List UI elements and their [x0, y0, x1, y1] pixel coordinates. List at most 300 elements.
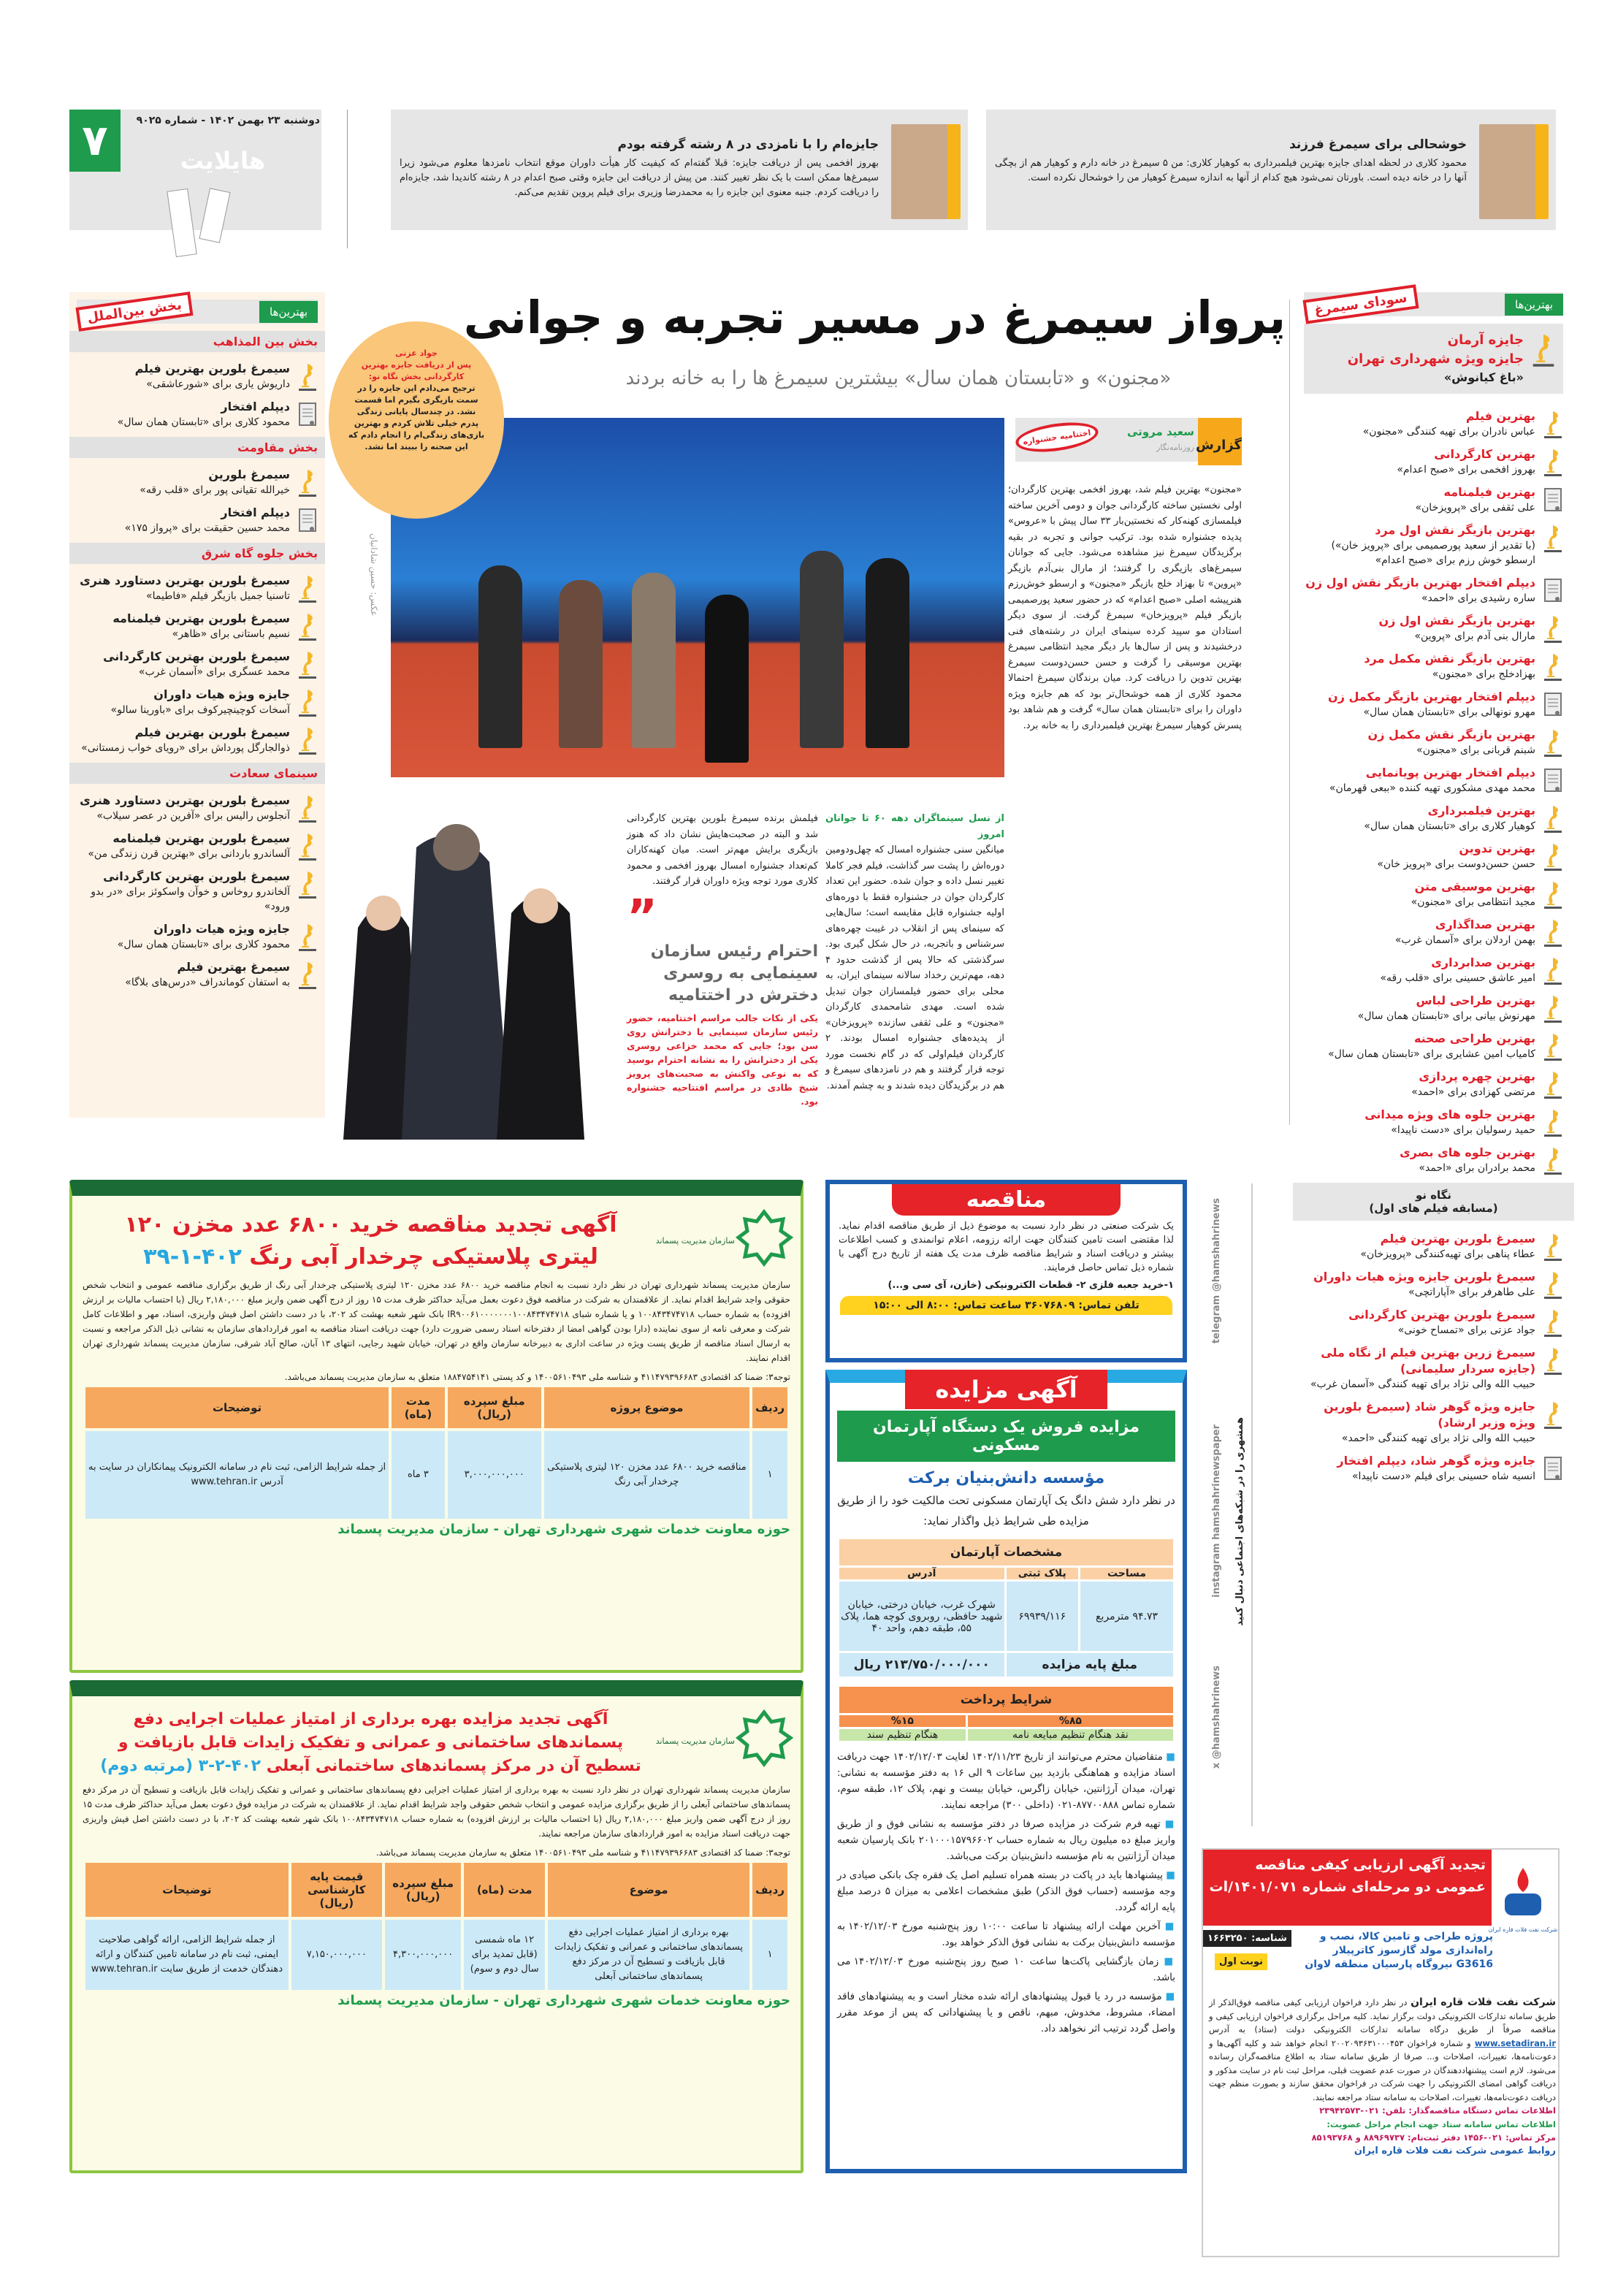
award-winner: عباس نادران برای تهیه کنندگی «مجنون» [1362, 426, 1535, 438]
award-winner: به استفان کوماندراف «درس‌های بلاگا» [125, 977, 290, 988]
ad-body: یک شرکت صنعتی در نظر دارد نسبت به موضوع ذیل از طریق مناقصه اقدام نماید. لذا مقتضی است تامین کنندگان جهت ارائه رزومه، اعلام توانمندی و کسب اطلاعات بیشتر و دریافت اسناد و شرایط مناقصه ظرف مدت یک هفته از تاریخ درج آگهی با شماره ذیل تماس حاصل فرمایند. [839, 1221, 1174, 1273]
award-title: بهترین بازیگر نقش اول مرد [1375, 523, 1535, 537]
award-item [1304, 408, 1563, 439]
ad-project: پروژه طراحی و تامین کالا، نصب و راه‌اندازی مولد گازسوز کاترپیلار G3616 نیروگاه پارسیان منطقه لاوان [1305, 1931, 1493, 1970]
portrait [1479, 124, 1549, 219]
section-title: نگاه نو [1415, 1189, 1452, 1202]
contact-info: اطلاعات تماس دستگاه مناقصه‌گذار: تلفن: ۰۲۱-۲۳۹۴۲۵۷۳ [1319, 2105, 1556, 2116]
award-title: سیمرغ بلورین بهترین کارگردانی [103, 649, 290, 663]
section-name: هایلایت [180, 147, 266, 175]
award-title: سیمرغ زرین بهترین فیلم از نگاه ملی (جایزه سردار سلیمانی) [1321, 1346, 1535, 1376]
award-winner: مجید انتظامی برای «مجنون» [1411, 896, 1535, 908]
ad-subtitle: مزایده فروش یک دستگاه آپارتمان مسکونی [837, 1411, 1175, 1462]
simorgh-trophy-icon [297, 921, 318, 952]
tehran-municipality-logo [737, 1711, 792, 1766]
base-price-value: ۲۱۳/۷۵۰/۰۰۰/۰۰۰ ریال [839, 1653, 1004, 1677]
award-item [1304, 955, 1563, 985]
contact-info: اطلاعات تماس سامانه ستاد جهت انجام مراحل عضویت: [1327, 2118, 1556, 2129]
article-column-with-pullquote [627, 811, 818, 1108]
quote-title: جایزه‌ام را با نامزدی در ۸ رشته گرفته بودم [617, 137, 879, 152]
award-item [1304, 1107, 1563, 1137]
simorgh-trophy-icon [297, 959, 318, 990]
simorgh-trophy-icon [1543, 917, 1563, 947]
award-item [77, 361, 318, 392]
diploma-icon [1543, 484, 1563, 515]
award-title: سیمرغ بلورین بهترین فیلم [1380, 1232, 1535, 1246]
issue-date: دوشنبه ۲۳ بهمن ۱۴۰۲ - شماره ۹۰۲۵ [136, 115, 320, 126]
award-title: بهترین طراحی لباس [1416, 993, 1535, 1007]
armaan-award [1304, 324, 1563, 394]
ad-title: آگهی مزایده [905, 1370, 1108, 1409]
simorgh-trophy-icon [1543, 879, 1563, 909]
simorgh-trophy-icon [1543, 1399, 1563, 1430]
bubble-name: جواد عزتی [395, 348, 438, 358]
social-media-strip [1198, 1183, 1253, 1826]
simorgh-trophy-icon [297, 573, 318, 603]
award-title: بهترین جلوه های ویژه میدانی [1364, 1107, 1535, 1121]
award-winner: آسخات کوچینچیرکوف برای «باورینا سالو» [110, 704, 290, 716]
award-item [77, 467, 318, 497]
award-title: سیمرغ بلورین بهترین کارگردانی [1348, 1308, 1535, 1321]
ad-oil-company-tender [1202, 1848, 1560, 2257]
award-winner: (با تقدیر از سعید پورصمیمی برای «پرویز خان») ارسطو خوش رزم برای «صبح اعدام» [1331, 540, 1535, 566]
award-title: بهترین فیلم [1465, 409, 1535, 423]
simorgh-trophy-icon [1543, 803, 1563, 834]
simorgh-trophy-icon [1543, 1107, 1563, 1137]
award-item [1304, 446, 1563, 477]
ad-code: ۴۰۲-۱-۳۹ [143, 1244, 242, 1270]
quotation-mark-icon: ” [627, 890, 658, 945]
award-winner: آنجلوس رالیس برای «آفرین در عصر سیلاب» [96, 810, 290, 822]
award-title: دیپلم افتخار بهترین بازیگر نقش اول زن [1305, 576, 1535, 590]
award-winner: آلخاندرو روخاس و خوآن واسکوئز برای «در بدو ورود» [91, 886, 290, 912]
award-item [1304, 689, 1563, 720]
simorgh-trophy-icon [1543, 446, 1563, 477]
award-winner: جواد عزتی برای «تمساح خونی» [1397, 1324, 1535, 1336]
trophy-icon [1531, 331, 1556, 367]
ad-tender-bins [69, 1180, 804, 1673]
award-title: سیمرغ بلورین بهترین دستاورد هنری [80, 793, 290, 807]
festival-stamp: اختتامیه جشنواره [1014, 418, 1100, 456]
award-winner: شبنم قربانی برای «مجنون» [1416, 744, 1535, 756]
award-item [77, 869, 318, 914]
award-title: بهترین موسیقی متن [1414, 880, 1535, 893]
quote-title: خوشحالی برای سیمرغ فرزند [1289, 137, 1467, 152]
apartment-spec-table [837, 1537, 1175, 1679]
awards-sidebar-left [69, 292, 325, 1118]
award-title: بهترین صداگذاری [1435, 918, 1535, 931]
ad-note: توجه۳: ضمنا کد اقتصادی ۴۱۱۴۷۹۳۹۶۶۸۳ و شناسه ملی ۱۴۰۰۵۶۱۰۴۹۳ متعلق به سازمان مدیریت پسماند می‌باشد. [375, 1847, 790, 1858]
award-item [77, 505, 318, 535]
film-strip-icon [164, 183, 245, 263]
table-cell: ۴,۳۰۰,۰۰۰,۰۰۰ [385, 1920, 461, 1990]
award-winner: محمد برادران برای «احمد» [1419, 1162, 1535, 1174]
award-winner: بهروز افخمی برای «صبح اعدام» [1397, 464, 1535, 476]
table-cell: ۱۲ ماه شمسی (قابل تمدید برای سال دوم و سوم) [464, 1920, 545, 1990]
diploma-icon [297, 505, 318, 535]
award-item [1304, 1453, 1563, 1484]
auction-conditions [837, 1749, 1175, 2037]
ad-title: آگهی تجدید مزایده بهره برداری از امتیاز عملیات اجرایی دفع پسماندهای ساختمانی و عمرانی و تفکیک زایدات قابل بازیافت و تسطیح آن در مرکز پسماندهای ساختمانی آبعلی [118, 1710, 641, 1775]
award-winner: عطاء پناهی برای تهیه‌کنندگی «پرویزخان» [1360, 1248, 1535, 1260]
simorgh-trophy-icon [1543, 408, 1563, 439]
ad-body: سازمان مدیریت پسماند شهرداری تهران در نظر دارد نسبت به بهره برداری از امتیاز عملیات اجرایی دفع پسماندهای ساختمانی و عمرانی و تفکیک زایدات قابل بازیافت و تسطیح آن در مرکز دفع پسماندهای ساختمانی آبعلی را از طریق برگزاری مزایده عمومی و انتخاب شخص حقوقی واجد شرایط اقدام نماید. از علاقمندان به شرکت در مزایده فوق دعوت بعمل می‌آید حداکثر ظرف مدت ۱۵ روز از درج آگهی ضمن واریز مبلغ ۲,۱۸۰,۰۰۰ ریال (با احتساب مالیات بر ارزش افزوده) به شماره حساب ۱۰۰۸۴۳۴۷۴۷۱۸ بانک شهر شعبه بهشت کد ۲۰۲، با در دست داشتن اصل فیش واریزی جهت دریافت اسناد مزایده به امور قراردادهای سازمان مراجعه نمایند. [83, 1785, 790, 1839]
body-text: و شماره فراخوان ۲۰۰۲۰۹۳۶۳۱۰۰۰۴۵۳ انجام خواهد شد و کلیه آگهی‌ها و دعوت‌نامه‌ها، تغییرات، اصلاحات و... صرفا از طریق سامانه ستاد به اطلاع مناقصه‌گران رسانده می‌شود. لازم است پیشنهاددهندگان در صورت عدم عضویت قبلی، مراحل ثبت نام در سایت مذکور و دریافت گواهی امضای الکترونیکی را جهت شرکت در فراخوان محقق سازند و بصورت منظم جهت دریافت دعوت‌نامه‌ها، تغییرات، اصلاحات به سامانه ستاد مراجعه نمایند. [1209, 2037, 1556, 2102]
condition-item: ■ زمان بازگشایی پاکت‌ها ساعت ۱۰ صبح روز پنج‌شنبه مورخ ۱۴۰۲/۱۲/۰۳ می باشد. [837, 1953, 1175, 1986]
award-item [77, 793, 318, 823]
award-item [77, 399, 318, 430]
td: شهرک غرب، خیابان درختی، خیابان شهید حافظی، روبروی کوچه هما، پلاک ۵۵، طبقه دهم، واحد ۴۰ [839, 1582, 1004, 1651]
td: نقد هنگام تنظیم مبایعه نامه [968, 1729, 1173, 1741]
award-item [77, 573, 318, 603]
section-stamp: بخش بین‌الملل [75, 291, 193, 332]
award-item [1304, 1231, 1563, 1262]
award-winner: علی ثقفی برای «پرویزخان» [1415, 502, 1535, 514]
ad-note: توجه۳: ضمنا کد اقتصادی ۴۱۱۴۷۹۳۹۶۶۸۳ و شناسه ملی ۱۴۰۰۵۶۱۰۴۹۳ و کد پستی ۱۸۸۴۷۵۴۱۴۱ متعلق به سازمان مدیریت پسماند می‌باشد. [284, 1372, 790, 1382]
article-column: «مجنون» بهترین فیلم شد، بهروز افخمی بهترین کارگردان؛ اولی نخستین ساخته کارگردانی جوان و دومی آخرین ساخته فیلمسازی کهنه‌کار که نخستین‌بار ۳۳ سال پیش با «عروس» پدیده جشنواره شده بود. ترکیب جوانی و تجربه در بقیه برگزیدگان سیمرغ نیز مشاهده می‌شود. جایی که جوانان سیمرغ‌های بازیگری را گرفتند؛ از مارال بنی‌آدم بازیگر «پروین» تا بهزاد خلج بازیگر «مجنون» و ارسطو خوش‌رزم هنرپیشه اصلی «صبح اعدام» که در حضور سعید پورصمیمی بازیگر فیلم «پرویزخان» سیمرغ گرفت. از سوی دیگر استادان مو سپید کرده سینمای ایران در رشته‌های فنی درخشیدند و پس از سال‌ها بار دیگر مجید انتظامی سیمرغ بهترین موسیقی را گرفت و حسن حسن‌دوست سیمرغ بهترین تدوین را دریافت کرد. میان برندگان سیمرغ احتمالا محمود کلاری از همه خوشحال‌تر بود که هم جایزه ویژه داوران را برای «تابستان همان سال» گرفت و هم شاهد بود پسرش کوهیار سیمرغ بهترین فیلمبرداری را به خانه برد. [1008, 484, 1242, 731]
award-title: سیمرغ بلورین بهترین فیلمنامه [112, 611, 290, 625]
award-winner: مهرنوش بیانی برای «تابستان همان سال» [1357, 1010, 1535, 1022]
base-price-label: مبلغ پایه مزایده [1007, 1653, 1174, 1677]
award-winner: ساره رشیدی برای «احمد» [1421, 592, 1535, 604]
table-cell: ۳ ماه [392, 1431, 445, 1519]
simorgh-trophy-icon [1543, 1231, 1563, 1262]
quote-box-kalari [986, 110, 1556, 230]
instagram-handle[interactable]: instagram hamshahrinewspaper [1211, 1424, 1222, 1598]
award-item [77, 725, 318, 755]
subheading: از نسل سینماگران دهه ۶۰ تا جوانان امروز [825, 813, 1004, 840]
award-winner: نسیم باستانی برای «ظاهر» [172, 628, 290, 640]
negah-no-header [1293, 1183, 1574, 1221]
td: هنگام تنظیم سند [839, 1729, 966, 1741]
table-header: توضیحات [85, 1387, 389, 1428]
table-header: قیمت پایه کارشناسی (ریال) [291, 1863, 382, 1917]
award-item [1304, 765, 1563, 796]
photo-credit: عکس: حسین شادانیان [369, 533, 379, 617]
best-tag: بهترین‌ها [259, 301, 318, 323]
ad-auction-apartment [825, 1370, 1187, 2173]
award-title: جایزه آرمان [1447, 332, 1524, 348]
simorgh-trophy-icon [297, 611, 318, 641]
quote-box-afkhami [391, 110, 968, 230]
khazaei-daughters-photo [329, 804, 606, 1140]
table-header: ردیف [752, 1863, 787, 1917]
award-item [1304, 1399, 1563, 1446]
award-item [1304, 1069, 1563, 1099]
diploma-icon [297, 399, 318, 430]
award-title: بهترین بازیگر نقش مکمل مرد [1364, 652, 1535, 665]
table-cell: بهره برداری از امتیاز عملیات اجرایی دفع پسماندهای ساختمانی و عمرانی و تفکیک زایدات قابل بازیافت و تسطیح آن در مرکز دفع پسماندهای ساختمانی آبعلی [548, 1920, 749, 1990]
ad-id: شناسه: ۱۶۶۳۲۵۰ [1203, 1930, 1291, 1947]
table-cell: ۳,۰۰۰,۰۰۰,۰۰۰ [448, 1431, 541, 1519]
award-title: دیپلم افتخار بهترین بازیگر مکمل زن [1328, 690, 1535, 703]
td: %۸۵ [968, 1715, 1173, 1727]
simorgh-trophy-icon [1543, 841, 1563, 872]
section-header: بخش مقاومت [69, 437, 325, 458]
ad-tender-industrial [825, 1180, 1187, 1362]
simorgh-trophy-icon [1543, 1345, 1563, 1376]
table-title: شرایط پرداخت [839, 1687, 1173, 1713]
condition-item: ■ متقاضیان محترم می‌توانند از تاریخ ۱۴۰۲/۱۱/۲۳ لغایت ۱۴۰۲/۱۲/۰۳ جهت دریافت اسناد مزایده و هماهنگی بازدید بین ساعات ۹ الی ۱۶ به دفتر مؤسسه به نشانی: تهران، میدان آرژانتین، خیابان زاگرس، خیابان بیست و نهم، پلاک ۱۲، طبقه سوم، شماره تماس ۸۷۷۰۰۸۸۸-۰۲۱ (داخلی ۳۰۰) مراجعه نمایند. [837, 1749, 1175, 1813]
quote-body: بهروز افخمی پس از دریافت جایزه: قبلا گفته‌ام که کیفیت کار هیأت داوران موقع انتخاب نامزدها معلوم می‌شود زیرا سیمرغ‌ها ممکن است با یک نظر تغییر کنند. من پیش از دریافت این جایزه وقتی صبح اعدام در ۸ رشته کاندیدا شد، جایزه‌ام را دریافت کردم. جنبه معنوی این جایزه را به محمدرضا وزیری برای فیلم پروین تقدیم می‌کنم. [400, 158, 879, 198]
simorgh-trophy-icon [297, 725, 318, 755]
th: آدرس [839, 1568, 1004, 1579]
award-item [1304, 1307, 1563, 1338]
ad-auction-waste [69, 1680, 804, 2173]
simorgh-trophy-icon [297, 687, 318, 717]
award-item [1304, 1269, 1563, 1300]
quote-body: محمود کلاری در لحظه اهدای جایزه بهترین فیلمبرداری به کوهیار کلاری: من ۵ سیمرغ در خانه دارم و کوهیار هم از بچگی آنها را در خانه دیده است. باورتان نمی‌شود هیچ کدام از آنها به اندازه سیمرغ کوهیار من را خوشحال نکرده است. [995, 158, 1467, 183]
simorgh-trophy-icon [297, 831, 318, 861]
simorgh-trophy-icon [297, 467, 318, 497]
table-header: مدت (ماه) [464, 1863, 545, 1917]
award-title: جایزه ویژه گوهر شاد، دیپلم افتخار [1337, 1454, 1535, 1468]
award-item [1304, 1145, 1563, 1175]
pr-signature: روابط عمومی شرکت نفت فلات قاره ایران [1354, 2145, 1556, 2156]
table-header: توضیحات [85, 1863, 289, 1917]
negah-awards-list [1304, 1231, 1563, 1484]
award-title: سیمرغ بلورین [208, 468, 290, 481]
table-title: مشخصات آپارتمان [839, 1539, 1173, 1565]
award-winner: علی طاهرفر برای «آپاراتچی» [1408, 1286, 1535, 1298]
simorgh-trophy-icon [297, 869, 318, 899]
condition-item: ■ پیشنهادها باید در پاکت در بسته همراه تسلیم اصل یک فقره چک بانکی صیادی در وجه مؤسسه (حساب فوق الذکر) طبق مشخصات اعلامی به میزان ۵ درصد مبلغ پایه ارائه گردد. [837, 1867, 1175, 1915]
ad-footer: حوزه معاونت خدمات شهری شهرداری تهران - سازمان مدیریت پسماند [337, 1522, 790, 1537]
bubble-context: پس از دریافت جایزه بهترین کارگردانی بخش نگاه نو: [361, 360, 472, 381]
section-header: بخش بین المذاهب [69, 331, 325, 352]
award-winner: مرتضی کهزادی برای «احمد» [1411, 1086, 1535, 1098]
table-header: مبلغ سپرده (ریال) [385, 1863, 461, 1917]
simorgh-trophy-icon [1543, 1269, 1563, 1300]
quote-bubble [329, 321, 504, 519]
iooc-logo [1488, 1864, 1558, 1945]
svg-text:شرکت نفت فلات قاره ایران: شرکت نفت فلات قاره ایران [1488, 1926, 1558, 1933]
pull-quote-title: احترام رئیس سازمان سینمایی به روسری دخترش در اختتامیه [650, 942, 818, 1004]
award-winner: کامیاب امین عشایری برای «تابستان همان سال» [1328, 1048, 1535, 1060]
award-title: سیمرغ بهترین فیلم [177, 960, 290, 974]
ad-title: تجدید آگهی ارزیابی کیفی مناقصه عمومی دو مرحله‌ای شماره ۱۴۰۱/۰۷۱/ات [1203, 1850, 1492, 1926]
award-title: جایزه ویژه گوهر شاد (سیمرغ بلورین ویژه وزیر ارشاد) [1324, 1400, 1535, 1430]
award-winner: حسن حسن‌دوست برای «پرویز خان» [1377, 858, 1535, 870]
award-item [77, 959, 318, 990]
article-column [825, 811, 1004, 1094]
ad-table [83, 1860, 790, 1993]
condition-item: ■ آخرین مهلت ارائه پیشنهاد تا ساعت ۱۰:۰۰ روز پنج‌شنبه مورخ ۱۴۰۲/۱۲/۰۳ به مؤسسه دانش‌بنیان برکت به نشانی فوق الذکر خواهد بود. [837, 1918, 1175, 1950]
portrait [891, 124, 961, 219]
ad-body: سازمان مدیریت پسماند شهرداری تهران در نظر دارد نسبت به انجام مناقصه خرید ۶۸۰۰ عدد مخزن ۱۲۰ لیتری پلاستیکی چرخدار آبی رنگ از طریق برگزاری مناقصه عمومی و انتخاب شخص حقوقی واجد شرایط اقدام نماید. از علاقمندان به شرکت در مناقصه فوق دعوت بعمل می‌آید حداکثر ظرف مدت ۱۵ روز از درج آگهی ضمن واریز مبلغ ۲,۱۸۰,۰۰۰ ریال (با احتساب مالیات بر ارزش افزوده) به شماره حساب ۱۰۰۸۴۳۴۷۴۷۱۸ و یا شماره شبای IR۹۰۰۶۱۰۰۰۰۰۰۰۱۰۰۸۴۳۴۷۴۷۱۸ بانک شهر شعبه بهشت کد ۲۰۲، با در دست داشتن اصل فیش واریزی، اسناد، مهر و اطلاعات کامل شرکت و معرفی نامه از سوی نماینده (دارا بودن گواهی امضا از دفترخانه اسناد رسمی ضرورت دارد) جهت دریافت اسناد مناقصه به امور قراردادهای سازمان به نشانی ذیل الذکر مراجعه و نسبت به ارسال اسناد مناقصه از طریق پست ویژه در ساعت اداری به دبیرخانه سازمان واقع در تهران، خیابان شهید رجایی، انتهای ۱۳ آبان، صالح آباد شرقی، سازمان مدیریت پسماند شهرداری تهران اقدام نمایند. [83, 1280, 791, 1363]
divider [1289, 300, 1290, 1125]
award-winner: داریوش یاری برای «شورعاشقی» [146, 378, 290, 390]
award-winner: بهزادخلج برای «مجنون» [1432, 668, 1535, 680]
international-sections [77, 331, 318, 990]
award-title: سیمرغ بلورین بهترین دستاورد هنری [80, 573, 290, 587]
social-cta: همشهری را در شبکه‌های اجتماعی دنبال کنید [1234, 1417, 1245, 1626]
award-film: «باغ کیانوش» [1443, 370, 1524, 384]
award-item [77, 921, 318, 952]
award-title: سیمرغ بلورین بهترین فیلم [134, 725, 290, 739]
table-header: موضوع [548, 1863, 749, 1917]
table-header: مبلغ سپرده (ریال) [448, 1387, 541, 1428]
ad-intro: در نظر دارد شش دانگ یک آپارتمان مسکونی تحت مالکیت خود را از طریق مزایده طی شرایط ذیل واگذار نماید: [837, 1494, 1175, 1528]
award-title: جایزه ویژه هیات داوران [153, 922, 290, 936]
subtitle: «مجنون» و «تابستان همان سال» بیشترین سیمرغ ها را به خانه بردند [625, 367, 1172, 389]
simorgh-trophy-icon [297, 649, 318, 679]
awards-sidebar-right [1304, 292, 1563, 1491]
award-title: سیمرغ بلورین بهترین کارگردانی [103, 869, 290, 883]
tehran-municipality-logo [737, 1210, 792, 1265]
simorgh-trophy-icon [1543, 522, 1563, 553]
condition-item: ■ تهیه فرم شرکت در مزایده صرفا در دفتر مؤسسه به نشانی فوق و از طریق واریز مبلغ ده میلیون ریال به شماره حساب ۲۰۱۰۰۰۱۵۷۹۶۶۰۲ بانک پارسیان شعبه میدان آرژانتین به نام مؤسسه دانش‌بنیان برکت می‌باشد. [837, 1816, 1175, 1864]
award-item [1304, 879, 1563, 909]
award-item [1304, 484, 1563, 515]
simorgh-trophy-icon [1543, 1069, 1563, 1099]
award-title: بهترین بازیگر نقش مکمل زن [1367, 728, 1535, 741]
section-header: بخش جلوه گاه شرق [69, 543, 325, 564]
company-name: شرکت نفت فلات قاره ایران [1411, 1996, 1556, 2008]
column-text: میانگین سنی جشنواره امسال که چهل‌ودومین دوره‌اش را پشت سر گذاشت، فیلم فجر کاملا تغییر نسل داده و جوان شده. حضور این تعداد کارگردان جوان در جشنواره فقط با دوره‌های اولیه جشنواره قابل مقایسه است؛ سال‌هایی که سینمای پس از انقلاب در غیبت چهره‌های سرشناس و باتجربه، در حال شکل گیری بود. سرگذشتی که حالا پس از گذشت حدود ۴ دهه، مهم‌ترین رخداد سالانه سینمای ایران، به محلی برای حضور فیلمسازان جوان تبدیل شده است. مهدی شامحمدی کارگردان «مجنون» و علی ثقفی سازنده «پرویزخان» از پدیده‌های جشنواره امسال بودند. ۲ کارگردان فیلم‌اولی که در گام نخست مورد توجه قرار گرفتند و هم در نامزدهای سیمرغ و هم در برگزیدگان دیده شدند و به چشم آمدند. [825, 844, 1004, 1091]
setad-link[interactable]: www.setadiran.ir [1474, 2037, 1556, 2048]
table-cell: ۱ [752, 1920, 787, 1990]
th: پلاک ثبتی [1007, 1568, 1079, 1579]
section-header: سینمای سعادت [69, 763, 325, 784]
award-winner: مارال بنی آدم برای «پروین» [1414, 630, 1535, 642]
contact-info: مرکز تماس: ۰۲۱-۱۴۵۶ دفتر ثبت‌نام: ۸۸۹۶۹۷۳۷ و ۸۵۱۹۳۷۶۸ [1311, 2132, 1556, 2143]
condition-item: ■ مؤسسه در رد یا قبول پیشنهادهای ارائه شده مختار است و به پیشنهادهای فاقد امضاء، مشروط، مخدوش، مبهم، ناقص و یا پیشنهاداتی که پس از موعد مقرر واصل گردد ترتیب اثر نخواهد داد. [837, 1988, 1175, 2037]
table-header: موضوع پروژه [544, 1387, 749, 1428]
simorgh-trophy-icon [1543, 955, 1563, 985]
table-header: ردیف [752, 1387, 787, 1428]
simorgh-trophy-icon [1543, 613, 1563, 644]
section-stamp: سودای سیمرغ [1302, 284, 1419, 324]
ad-items: ۱-خرید جعبه فلزی ۲- قطعات الکترونیکی (خازن، آی سی و...) [888, 1280, 1174, 1291]
award-title: بهترین بازیگر نقش اول زن [1378, 614, 1535, 628]
award-title: بهترین کارگردانی [1434, 447, 1535, 461]
award-title: بهترین طراحی صحنه [1413, 1031, 1535, 1045]
ad-title: مناقصه [892, 1184, 1121, 1216]
diploma-icon [1543, 765, 1563, 796]
award-winner: حمید رسولیان برای «دست ناپیدا» [1391, 1124, 1535, 1136]
ad-footer: حوزه معاونت خدمات شهری شهرداری تهران - سازمان مدیریت پسماند [337, 1993, 790, 2008]
award-item [1304, 917, 1563, 947]
table-header: مدت (ماه) [392, 1387, 445, 1428]
award-winner: مهرو نونهالی برای «تابستان همان سال» [1363, 706, 1535, 718]
simorgh-trophy-icon [1543, 1145, 1563, 1175]
telegram-handle[interactable]: telegram @hamshahrinews [1211, 1198, 1222, 1344]
ad-org: مؤسسه دانش‌بنیان برکت [907, 1469, 1105, 1487]
body-text: در نظر دارد فراخوان ارزیابی کیفی مناقصه فوق‌الذکر از طریق سامانه تدارکات الکترونیکی دولت برگزار نماید. کلیه مراحل برگزاری فراخوان ارزیابی کیفی و مناقصه صرفاً از طریق درگاه سامانه تدارکات الکترونیکی دولت (ستاد) به آدرس [1209, 1997, 1556, 2034]
table-cell: مناقصه خرید ۶۸۰۰ عدد مخزن ۱۲۰ لیتری پلاستیکی چرخدار آبی رنگ [544, 1431, 749, 1519]
th: مساحت [1080, 1568, 1173, 1579]
award-item [1304, 522, 1563, 568]
award-item [1304, 651, 1563, 682]
table-cell: ۷,۱۵۰,۰۰۰,۰۰۰ [291, 1920, 382, 1990]
award-title: بهترین فیلمنامه [1443, 485, 1535, 499]
simorgh-trophy-icon [1543, 993, 1563, 1023]
award-item [1304, 993, 1563, 1023]
simorgh-trophy-icon [297, 793, 318, 823]
award-winner: محمد عسگری برای «آسمان غرب» [138, 666, 290, 678]
award-title: دیپلم افتخار بهترین پویانمایی [1365, 766, 1535, 779]
award-title: دیپلم افتخار [221, 506, 290, 519]
bubble-quote: ترجیح می‌دادم این جایزه را در سمت بازیگری بگیرم اما قسمت نشد. در چندسال پایانی زندگی پدرم خیلی تلاش کردم و بهترین بازی‌های زندگی‌ام را انجام دادم که این صحنه را ببیند اما نشد. [348, 384, 485, 451]
article-column: فیلمش برنده سیمرغ بلورین بهترین کارگردانی شد و البته در صحبت‌هایش نشان داد که هنوز بازیگری برایش مهم‌تر است. میان کهنه‌کاران کم‌تعداد جشنواره امسال بهروز افخمی و محمود کلاری مورد توجه ویژه داوران قرار گرفتند. [627, 813, 818, 887]
awards-list [1304, 408, 1563, 1175]
award-item [77, 611, 318, 641]
org-label: سازمان مدیریت پسماند [655, 1736, 735, 1746]
award-winner: حبیب الله والی نژاد برای تهیه کنندگی «احمد» [1341, 1433, 1535, 1444]
td: ۶۹۹۳۹/۱۱۶ [1007, 1582, 1079, 1651]
award-winner: محمد مهدی مشکوری تهیه کننده «ببعی قهرمان» [1329, 782, 1535, 794]
author-role: روزنامه‌نگار [1156, 443, 1194, 452]
award-winner: خیرالله تقیانی پور برای «قلب رقه» [140, 484, 290, 496]
org-label: سازمان مدیریت پسماند [655, 1236, 735, 1246]
award-title: بهترین تدوین [1459, 842, 1535, 855]
award-winner: آلساندرو باردانی برای «بهترین قرن زندگی من» [88, 848, 290, 860]
ad-turn: نوبت اول [1215, 1953, 1267, 1970]
award-title: دیپلم افتخار [221, 400, 290, 413]
ad-table [83, 1384, 790, 1522]
award-winner: امیر عاشق حسینی برای «قلب رقه» [1380, 972, 1535, 984]
author-name: سعید مروتی [1127, 425, 1194, 438]
award-winner: کوهیار کلاری برای «تابستان همان سال» [1364, 820, 1535, 832]
award-winner: محمد حسین حقیقت برای «پرواز ۱۷۵» [124, 522, 290, 534]
award-title: سیمرغ بلورین بهترین فیلمنامه [112, 831, 290, 845]
td: %۱۵ [839, 1715, 966, 1727]
simorgh-trophy-icon [1543, 651, 1563, 682]
award-item [1304, 841, 1563, 872]
table-cell: از جمله شرایط الزامی، ثبت نام در سامانه الکترونیک پیمانکاران در سایت به آدرس www.tehran.ir [85, 1431, 389, 1519]
best-tag: بهترین‌ها [1505, 294, 1563, 316]
ad-code: ۴۰۲-۲-۳ (مرتبه دوم) [100, 1757, 262, 1775]
diploma-icon [1543, 1453, 1563, 1484]
payment-table [837, 1685, 1175, 1743]
award-item [77, 687, 318, 717]
section-subtitle: (مسابقه فیلم های اول) [1369, 1202, 1498, 1215]
award-title: بهترین صدابرداری [1431, 956, 1535, 969]
award-item [1304, 803, 1563, 834]
award-item [77, 831, 318, 861]
divider [347, 110, 348, 248]
award-winner: محمود کلاری برای «تابستان همان سال» [117, 416, 290, 428]
award-item [1304, 727, 1563, 758]
award-title: بهترین فیلمبرداری [1427, 804, 1535, 817]
simorgh-trophy-icon [1543, 727, 1563, 758]
award-title: بهترین جلوه های بصری [1400, 1145, 1535, 1159]
award-title: جایزه ویژه شهرداری تهران [1347, 351, 1524, 367]
award-winner: حبیب الله والی نژاد برای تهیه کنندگی «آسمان غرب» [1310, 1378, 1535, 1390]
x-handle[interactable]: x @hamshahrinews [1211, 1666, 1222, 1769]
award-title: جایزه ویژه هیات داوران [153, 687, 290, 701]
diploma-icon [1543, 689, 1563, 720]
award-item [1304, 1345, 1563, 1392]
award-winner: تاسنیا جمیل بازیگر فیلم «فاطیما» [146, 590, 290, 602]
page-number: ۷ [69, 110, 121, 172]
simorgh-trophy-icon [1543, 1307, 1563, 1338]
td: ۹۴.۷۳ مترمربع [1080, 1582, 1173, 1651]
ad-title: آگهی تجدید مناقصه خرید ۶۸۰۰ عدد مخزن ۱۲۰ لیتری پلاستیکی چرخدار آبی رنگ [124, 1212, 617, 1270]
award-title: سیمرغ بلورین بهترین فیلم [134, 362, 290, 375]
award-winner: بهمن اردلان برای «آسمان غرب» [1394, 934, 1535, 946]
simorgh-trophy-icon [297, 361, 318, 392]
award-item [77, 649, 318, 679]
award-item [1304, 575, 1563, 606]
simorgh-trophy-icon [1543, 1031, 1563, 1061]
table-cell: از جمله شرایط الزامی، ارائه گواهی صلاحیت ایمنی، ثبت نام در سامانه تامین کنندگان و ارائه دهندگان خدمت از طریق سایت www.tehran.ir [85, 1920, 289, 1990]
report-tag: گزارش [1198, 418, 1242, 465]
table-cell: ۱ [752, 1431, 787, 1519]
ad-body [1209, 1996, 1556, 2158]
award-item [1304, 613, 1563, 644]
